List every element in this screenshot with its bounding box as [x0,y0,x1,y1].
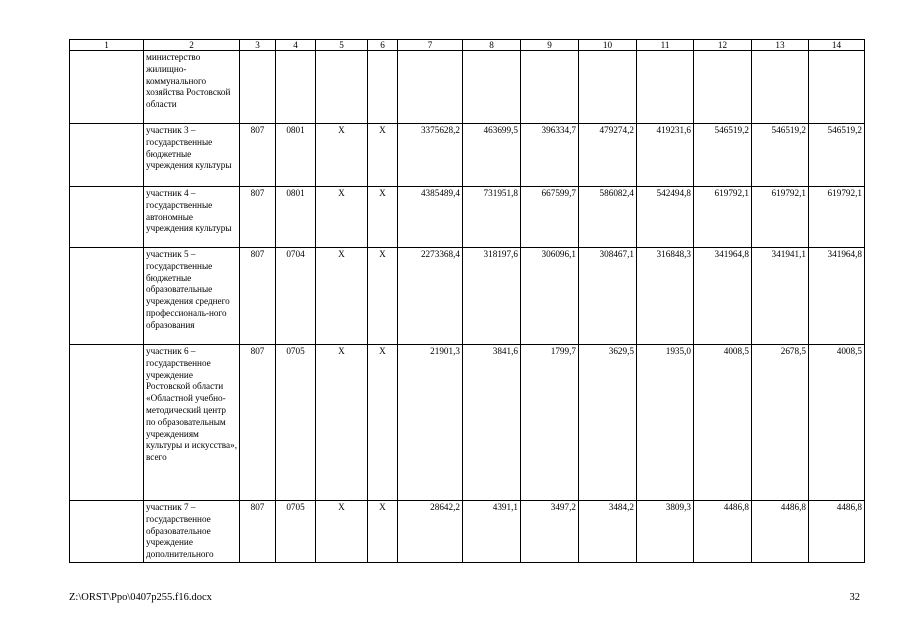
table-cell [521,51,579,124]
table-cell: 546519,2 [809,124,865,187]
table-cell: 1935,0 [637,345,694,501]
column-header: 14 [809,40,865,51]
table-cell: 619792,1 [809,187,865,248]
column-header: 6 [368,40,398,51]
column-header: 1 [70,40,144,51]
table-cell [240,51,276,124]
column-header: 9 [521,40,579,51]
table-cell: 807 [240,187,276,248]
column-header: 8 [463,40,521,51]
budget-table [69,39,865,563]
table-cell: 2273368,4 [398,248,463,345]
table-cell: Х [368,124,398,187]
table-cell: 3809,3 [637,501,694,563]
table-row [70,187,865,248]
table-cell: 807 [240,345,276,501]
table-cell: 807 [240,124,276,187]
table-cell: 341941,1 [752,248,809,345]
table-cell: Х [368,345,398,501]
table-cell: 306096,1 [521,248,579,345]
column-header: 5 [316,40,368,51]
participant-name: министерство жилищно-коммунального хозяйства Ростовской области [144,51,240,124]
table-cell: Х [316,248,368,345]
participant-name: участник 3 – государственные бюджетные учреждения культуры [144,124,240,187]
cell-col1 [70,248,144,345]
table-cell [637,51,694,124]
table-cell: Х [368,501,398,563]
participant-name: участник 7 – государственное образовательное учреждение дополнительного [144,501,240,563]
table-cell: 21901,3 [398,345,463,501]
column-header: 4 [276,40,316,51]
table-cell [276,51,316,124]
table-cell: 731951,8 [463,187,521,248]
table-cell: 316848,3 [637,248,694,345]
table-cell [398,51,463,124]
table-cell: 546519,2 [694,124,752,187]
table-cell: 396334,7 [521,124,579,187]
table-cell: 3484,2 [579,501,637,563]
table-row [70,501,865,563]
table-cell: Х [316,187,368,248]
cell-col1 [70,345,144,501]
cell-col1 [70,51,144,124]
table-cell: Х [316,124,368,187]
table-cell: 4008,5 [694,345,752,501]
cell-col1 [70,501,144,563]
table-cell: 586082,4 [579,187,637,248]
participant-name: участник 4 – государственные автономные учреждения культуры [144,187,240,248]
cell-col1 [70,187,144,248]
table-cell: 0801 [276,187,316,248]
table-cell: 4486,8 [809,501,865,563]
table-cell: 341964,8 [694,248,752,345]
table-cell: 419231,6 [637,124,694,187]
table-cell: 4486,8 [752,501,809,563]
participant-name: участник 6 – государственное учреждение Ростовской области «Областной учебно-методический центр по образовательным учреждениям культуры и искусства», всего [144,345,240,501]
table-cell: 0705 [276,345,316,501]
table-cell: Х [316,501,368,563]
table-cell: 4486,8 [694,501,752,563]
table-cell: 619792,1 [694,187,752,248]
table-cell: 463699,5 [463,124,521,187]
table-cell [316,51,368,124]
table-cell: 1799,7 [521,345,579,501]
table-cell: 619792,1 [752,187,809,248]
table-cell: 0801 [276,124,316,187]
table-cell: 3629,5 [579,345,637,501]
column-header: 3 [240,40,276,51]
column-header: 2 [144,40,240,51]
table-cell [368,51,398,124]
table-cell: 0705 [276,501,316,563]
table-cell: 3375628,2 [398,124,463,187]
table-row [70,124,865,187]
column-header: 12 [694,40,752,51]
column-header: 13 [752,40,809,51]
table-cell: 542494,8 [637,187,694,248]
table-cell: 341964,8 [809,248,865,345]
table-row [70,248,865,345]
table-cell: 2678,5 [752,345,809,501]
table-cell: 318197,6 [463,248,521,345]
table-cell: 667599,7 [521,187,579,248]
table-cell [694,51,752,124]
header-row [70,40,865,51]
table-cell: 3497,2 [521,501,579,563]
cell-col1 [70,124,144,187]
table-cell: Х [316,345,368,501]
page-number: 32 [849,592,860,603]
table-cell: 807 [240,248,276,345]
table-row [70,51,865,124]
table-cell: 0704 [276,248,316,345]
column-header: 10 [579,40,637,51]
table-cell: 546519,2 [752,124,809,187]
table-cell: 4385489,4 [398,187,463,248]
column-header: 7 [398,40,463,51]
document-path: Z:\ORST\Ppo\0407p255.f16.docx [69,592,212,603]
table-cell: 28642,2 [398,501,463,563]
table-cell: 807 [240,501,276,563]
column-header: 11 [637,40,694,51]
table-cell: 4008,5 [809,345,865,501]
table-cell: 4391,1 [463,501,521,563]
table-cell: Х [368,248,398,345]
participant-name: участник 5 – государственные бюджетные образовательные учреждения среднего профессиональ-ного образования [144,248,240,345]
table-cell [463,51,521,124]
table-cell [752,51,809,124]
table-cell [579,51,637,124]
table-cell: 3841,6 [463,345,521,501]
table-cell: 308467,1 [579,248,637,345]
table-row [70,345,865,501]
table-cell: 479274,2 [579,124,637,187]
table-cell: Х [368,187,398,248]
table-cell [809,51,865,124]
